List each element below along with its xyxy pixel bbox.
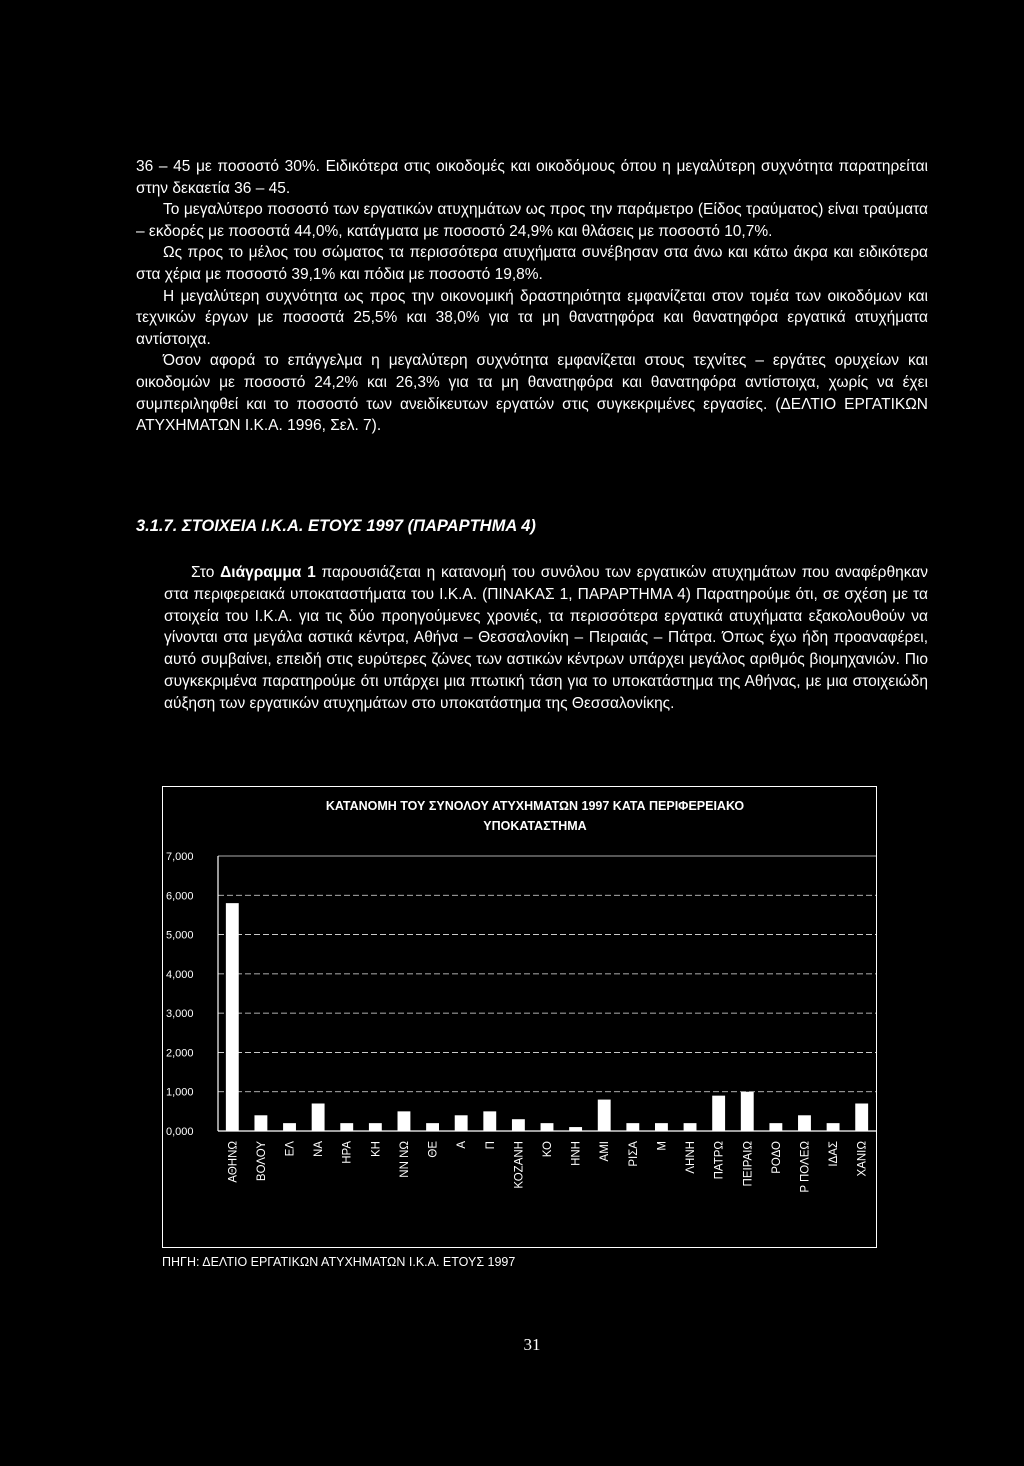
bar <box>769 1123 782 1131</box>
x-category-label: ΒΟΛΟΥ <box>255 1141 268 1182</box>
bar <box>855 1104 868 1132</box>
y-tick-label: 4,000 <box>166 968 194 981</box>
bar <box>398 1111 411 1131</box>
bar <box>340 1123 353 1131</box>
chart-source: ΠΗΓΗ: ΔΕΛΤΙΟ ΕΡΓΑΤΙΚΩΝ ΑΤΥΧΗΜΑΤΩΝ Ι.Κ.Α. ΕΤΟΥΣ 1997 <box>162 1255 516 1269</box>
y-tick-label: 0,000 <box>166 1126 194 1138</box>
y-tick-label: 5,000 <box>166 929 194 942</box>
bar <box>626 1123 639 1131</box>
x-category-label: ΧΑΝΙΩ <box>856 1141 869 1177</box>
x-category-label: ΚΟΖΑΝΗ <box>513 1141 526 1189</box>
body-rest: παρουσιάζεται η κατανομή του συνόλου των εργατικών ατυχημάτων που αναφέρθηκαν στα περιφερειακά υποκαταστήματα του Ι.Κ.Α. (ΠΙΝΑΚΑΣ 1, ΠΑΡΑΡΤΗΜΑ 4) Παρατηρούμε ότι, σε σχέση με τα στοιχεία του Ι.Κ.Α. για τις δύο προηγούμενες χρονιές, τα περισσότερα εργατικά ατυχήματα εξακολουθούν να γίνονται στα μεγάλα αστικά κέντρα, Αθήνα – Θεσσαλονίκη – Πειραιάς – Πάτρα. Όπως έχω ήδη προαναφέρει, αυτό συμβαίνει, επειδή στις ευρύτερες ζώνες των αστικών κέντρων υπάρχει μεγάλος αριθμός βιομηχανιών. Πιο συγκεκριμένα παρατηρούμε ότι υπάρχει μια πτωτική τάση για το υποκατάστημα της Αθήνας, με μια στοιχειώδη αύξηση των εργατικών ατυχημάτων στο υποκατάστημα της Θεσσαλονίκης. <box>164 564 929 712</box>
paragraph-economic-activity: Η μεγαλύτερη συχνότητα ως προς την οικονομική δραστηριότητα εμφανίζεται στον τομέα των οικοδόμων και τεχνικών έργων με ποσοστά 25,5% και 38,0% για τα μη θανατηφόρα και θανατηφόρα εργατικά ατυχήματα αντίστοιχα. <box>136 287 928 348</box>
x-category-label: ΡΙΣΑ <box>627 1141 640 1167</box>
y-tick-label: 7,000 <box>166 851 194 863</box>
bar <box>283 1123 296 1131</box>
x-category-label: ΚΟ <box>542 1141 554 1158</box>
x-category-label: Μ <box>656 1141 669 1151</box>
bar <box>226 903 239 1131</box>
bar <box>541 1123 554 1131</box>
x-category-label: ΠΕΙΡΑΙΩ <box>742 1141 755 1187</box>
paragraph-body-part: Ως προς το μέλος του σώματος τα περισσότερα ατυχήματα συνέβησαν στα άνω και κάτω άκρα και ειδικότερα στα χέρια με ποσοστό 39,1% και πόδια με ποσοστό 19,8%. <box>136 244 928 283</box>
paragraph-injury-type: Το μεγαλύτερο ποσοστό των εργατικών ατυχημάτων ως προς την παράμετρο (Είδος τραύματος) είναι τραύματα – εκδορές με ποσοστά 44,0%, κατάγματα με ποσοστό 24,9% και θλάσεις με ποσοστό 10,7%. <box>136 201 928 240</box>
bar <box>426 1123 439 1131</box>
x-category-label: ΑΘΗΝΩ <box>227 1141 240 1183</box>
bar <box>655 1123 668 1131</box>
x-category-label: ΝΑ <box>313 1141 326 1157</box>
bar <box>798 1115 811 1131</box>
x-category-label: ΡΟΔΟ <box>770 1141 783 1174</box>
bar <box>684 1123 697 1131</box>
bar <box>312 1104 325 1132</box>
paragraph-occupation: Όσον αφορά το επάγγελμα η μεγαλύτερη συχνότητα εμφανίζεται στους τεχνίτες – εργάτες ορυχείων και οικοδομών με ποσοστό 24,2% και 26,3% για τα μη θανατηφόρα και θανατηφόρα αντίστοιχα, χωρίς να έχει συμπεριληφθεί και το ποσοστό των ανειδίκευτων εργατών στις συγκεκριμένες εργασίες. (ΔΕΛΤΙΟ ΕΡΓΑΤΙΚΩΝ ΑΤΥΧΗΜΑΤΩΝ Ι.Κ.Α. 1996, Σελ. 7). <box>136 352 928 435</box>
section-heading: 3.1.7. ΣΤΟΙΧΕΙΑ Ι.Κ.Α. ΕΤΟΥΣ 1997 (ΠΑΡΑΡΤΗΜΑ 4) <box>136 517 536 535</box>
bar <box>483 1111 496 1131</box>
bar <box>827 1123 840 1131</box>
y-tick-label: 3,000 <box>166 1008 194 1021</box>
bar <box>254 1115 267 1131</box>
bar <box>598 1100 611 1131</box>
bar <box>512 1119 525 1131</box>
bar <box>741 1092 754 1131</box>
y-tick-label: 1,000 <box>166 1086 194 1099</box>
x-category-label: ΗΡΑ <box>341 1141 354 1164</box>
diagram-reference: Διάγραμμα 1 <box>220 564 316 581</box>
y-tick-label: 2,000 <box>166 1047 194 1060</box>
paragraph-age-group: 36 – 45 με ποσοστό 30%. Ειδικότερα στις οικοδομές και οικοδόμους όπου η μεγαλύτερη συχνότητα παρατηρείται στην δεκαετία 36 – 45. <box>136 158 928 197</box>
bar <box>569 1127 582 1131</box>
x-category-label: Α <box>456 1141 469 1149</box>
x-category-label: ΘΕ <box>427 1141 440 1158</box>
x-category-label: ΝΝ ΝΩ <box>398 1141 411 1178</box>
x-category-label: ΛΗΝΗ <box>685 1141 698 1174</box>
x-category-label: Π <box>484 1141 497 1150</box>
bar <box>455 1115 468 1131</box>
chart-title-line2: ΥΠΟΚΑΤΑΣΤΗΜΑ <box>483 819 587 833</box>
page-number: 31 <box>523 1335 541 1354</box>
x-category-label: Ρ ΠΟΛΕΩ <box>799 1141 812 1193</box>
bar <box>369 1123 382 1131</box>
chart-title-line1: ΚΑΤΑΝΟΜΗ ΤΟΥ ΣΥΝΟΛΟΥ ΑΤΥΧΗΜΑΤΩΝ 1997 ΚΑΤΑ ΠΕΡΙΦΕΡΕΙΑΚΟ <box>325 799 745 813</box>
x-category-label: ΗΝΗ <box>570 1141 583 1166</box>
body-prefix: Στο <box>191 564 221 581</box>
y-tick-label: 6,000 <box>166 890 194 903</box>
x-category-label: ΠΑΤΡΩ <box>713 1141 726 1180</box>
x-category-label: ΑΜΙ <box>599 1141 612 1162</box>
x-category-label: ΕΛ <box>284 1141 297 1157</box>
x-category-label: ΙΔΑΣ <box>828 1141 841 1167</box>
x-category-label: ΚΗ <box>370 1141 383 1157</box>
bar <box>712 1096 725 1131</box>
